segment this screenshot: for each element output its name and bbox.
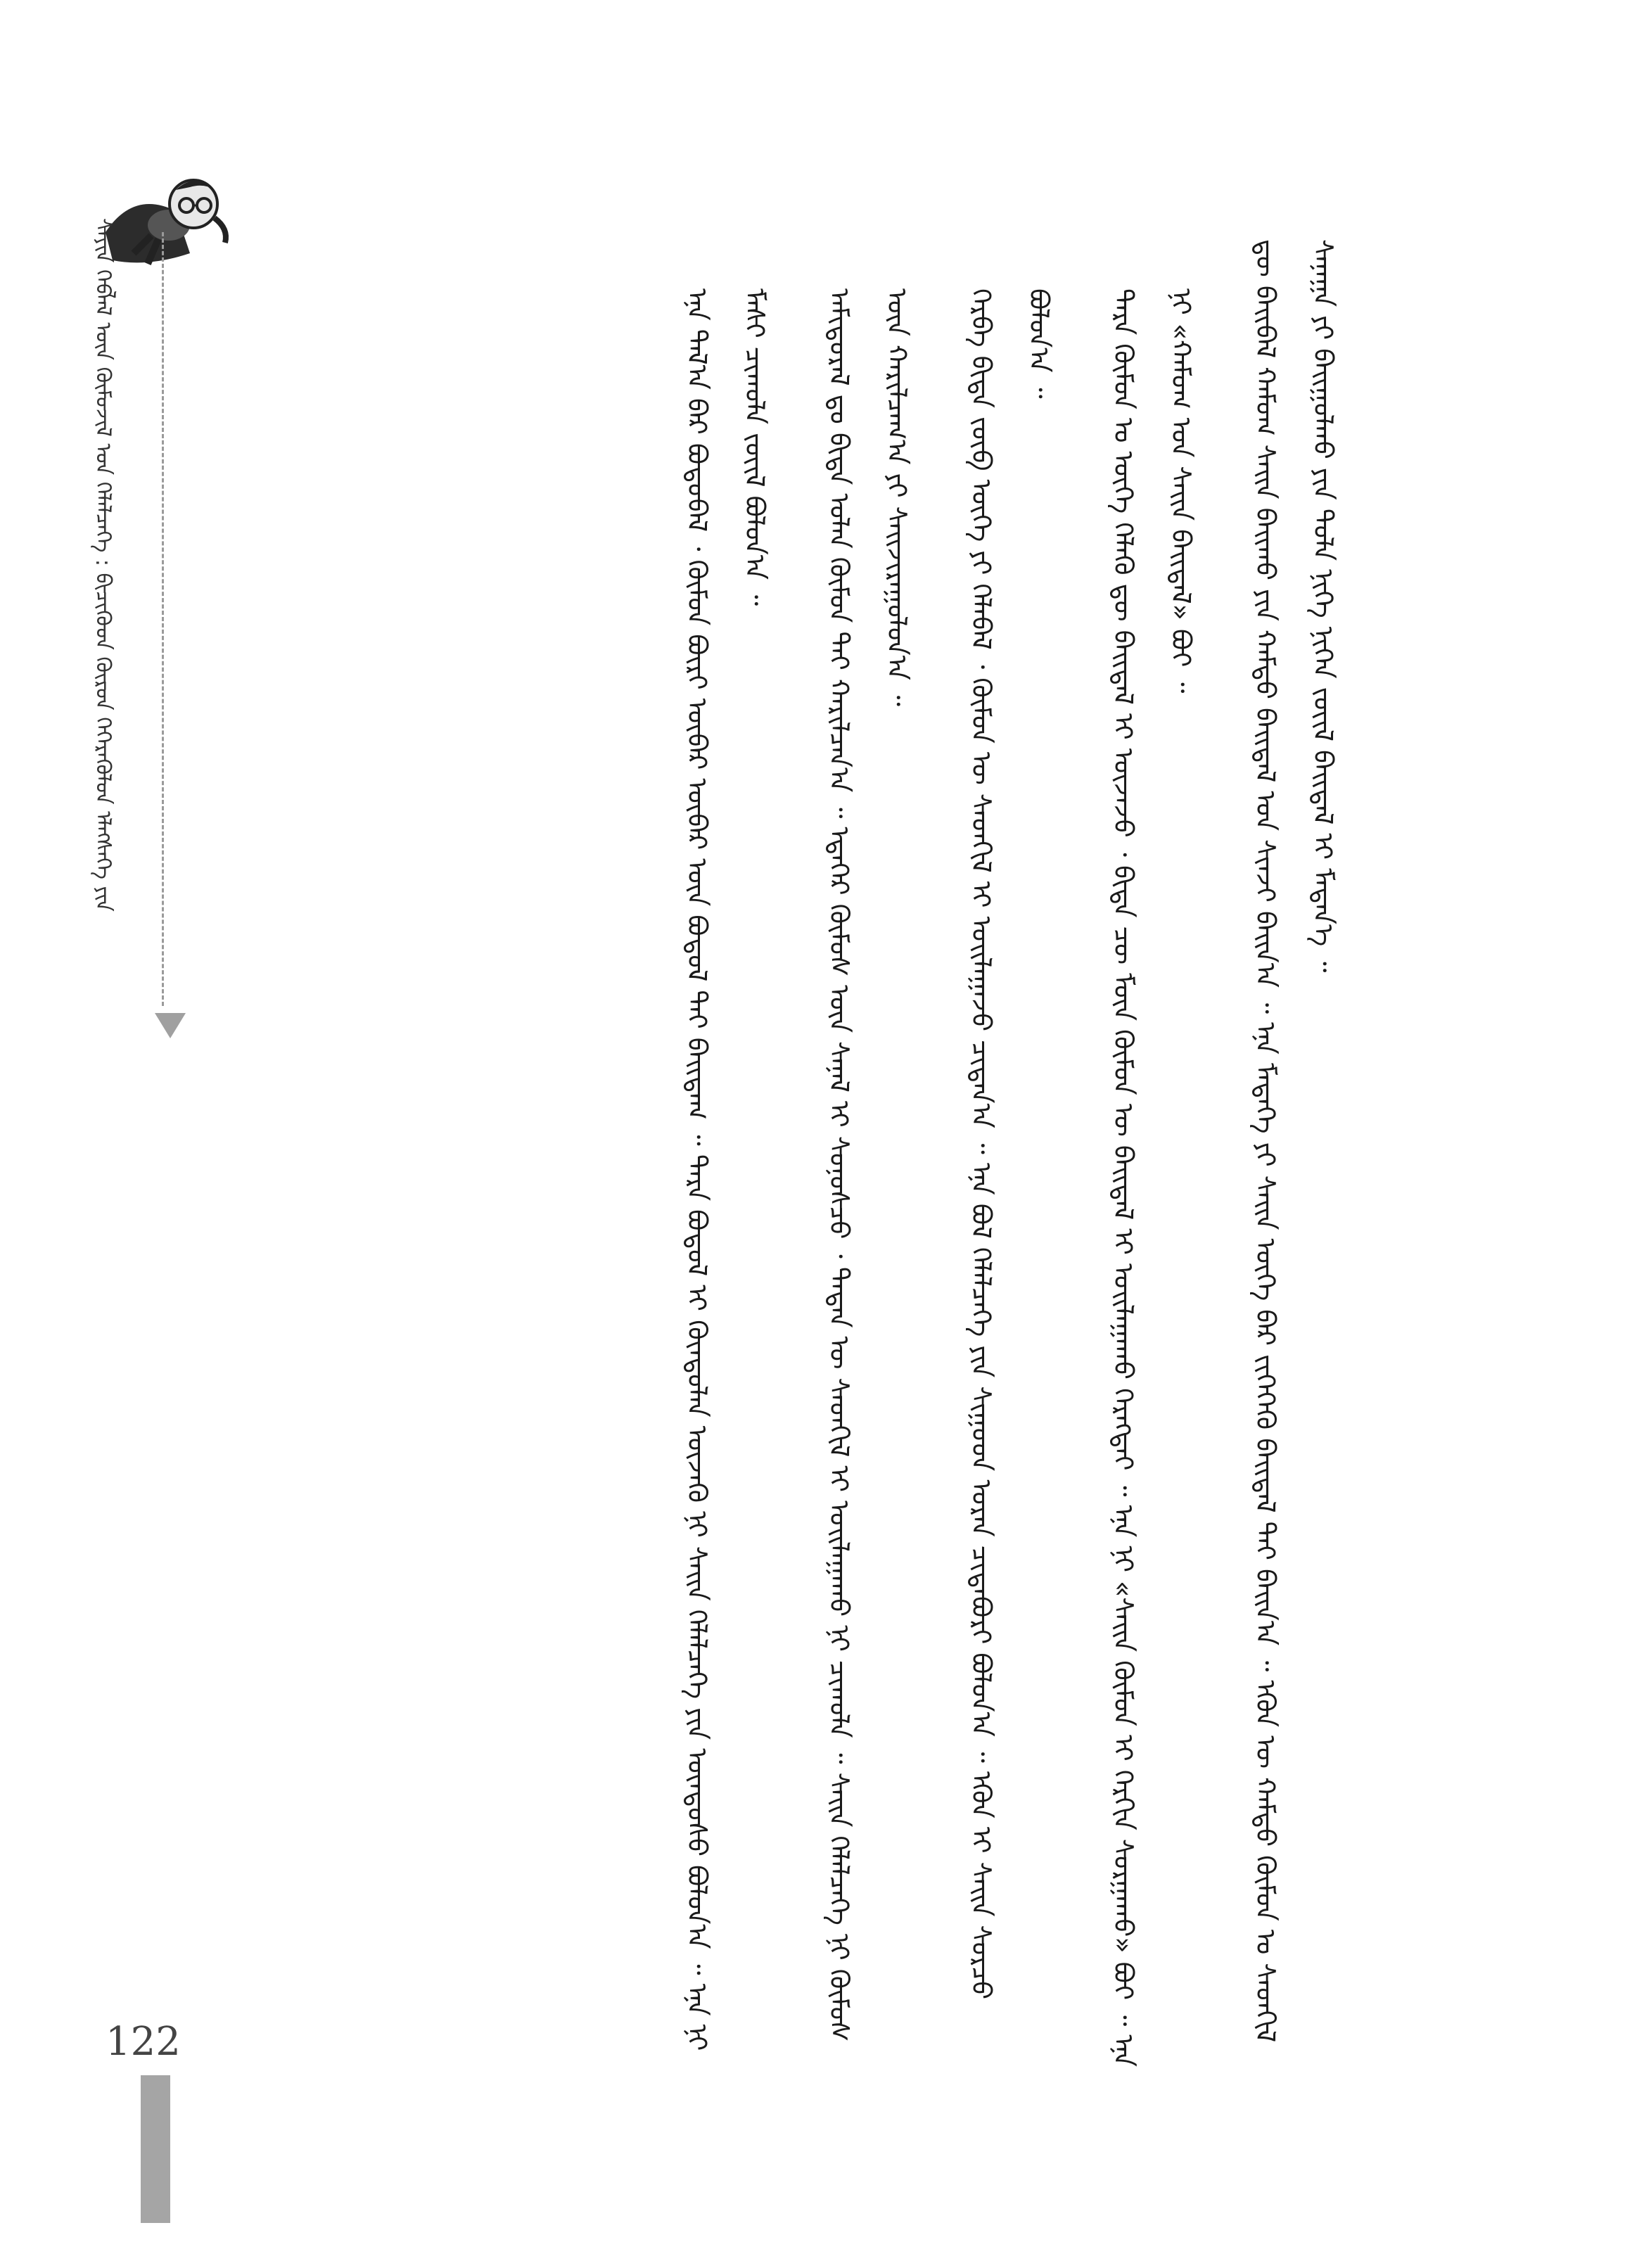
running-header: ᠰᠠᠶᠢᠨ ᠬᠡᠪᠯᠡᠯ ᠦᠨ ᠬᠦᠮᠦᠵᠢᠯ ᠤᠨ ᠬᠡᠯᠡᠯᠴᠡᠭᠡ : ᠪᠢᠴᠢᠭᠦᠳ ᠬᠦᠷᠦᠨ ᠭᠡᠭᠡᠷᠡᠭᠦᠯᠦᠨ ᠡᠯᠡᠭᠰᠡᠭᠡ ᠶᠢᠨ [91, 218, 115, 912]
paragraph: ᠳᠦ ᠪᠠᠢᠪᠠᠯ ᠬᠠᠮᠤᠭ ᠰᠠᠢᠨ ᠪᠠᠢᠬᠤ ᠶᠢᠨ ᠬᠠᠮᠲᠤ ᠪᠠᠢᠳᠠᠯ ᠤᠨ ᠰᠢᠨᠵᠢ ᠪᠠᠢᠨ᠎ᠠ ᠃ ᠡᠨᠡ ᠮᠡᠳᠡᠭᠡ ᠶᠢ ᠰᠠᠢᠨ ᠦᠭᠡ ᠪᠡᠷ ᠵᠢᠬᠡᠭᠡᠬᠦ ᠪᠠᠢᠳᠠᠯ ᠲᠠᠢ ᠪᠠᠢᠨ᠎ᠠ ᠃ ᠡᠭᠦᠨ ᠦ ᠬᠠᠮᠲᠤ ᠬᠦᠮᠦᠨ ᠤ ᠰᠡᠳᠬᠢᠯ ᠰᠠᠨᠠᠭᠠ ᠶᠢ ᠪᠠᠢᠭᠤᠯᠬᠤ ᠶᠢᠨ ᠲᠤᠯᠠ ᠨᠢᠭᠡ ᠨᠢᠭᠡᠨ ᠵᠦᠢᠯ ᠪᠠᠢᠳᠠᠯ ᠢ ᠮᠡᠳᠡᠨ᠎ᠡ ᠃ [1250, 239, 1339, 2043]
body-text [211, 239, 1379, 2082]
page-marker-bar [141, 2075, 170, 2223]
page-number: 122 [106, 2019, 181, 2065]
paragraph: ᠲᠡᠷᠡ ᠬᠦᠮᠦᠨ ᠤ ᠦᠭᠡ ᠬᠡᠯᠡᠬᠦ ᠳᠦ ᠪᠠᠢᠳᠠᠯ ᠢ ᠦᠵᠡᠵᠦ ᠂ ᠪᠢᠳᠡ ᠴᠦ ᠮᠦᠨ ᠬᠦᠮᠦᠨ ᠦ ᠪᠠᠢᠳᠠᠯ ᠢ ᠣᠢᠯᠠᠭᠠᠬᠤ ᠬᠡᠷᠡᠭᠲᠡᠢ ᠃ ᠡᠨᠡ ᠨᠢ «ᠰᠠᠢᠨ ᠬᠦᠮᠦᠨ ᠢ ᠬᠡᠷᠬᠢᠨ ᠰᠤᠷᠭᠠᠬᠤ» ᠪᠤᠢ ᠃ ᠡᠨᠡ ᠨᠢ «ᠬᠠᠮᠤᠭ ᠤᠨ ᠰᠠᠢᠨ ᠪᠠᠢᠳᠠᠯ» ᠪᠤᠢ ᠃ [1108, 288, 1197, 2067]
header-arrow-icon [155, 1013, 186, 1038]
header-divider [162, 232, 164, 1006]
paragraph: ᠬᠡᠷᠪᠡ ᠪᠢᠳᠡ ᠵᠦᠪ ᠦᠭᠡ ᠶᠢ ᠬᠡᠯᠡᠪᠡᠯ ᠂ ᠬᠦᠮᠦᠨ ᠦ ᠰᠡᠳᠬᠢᠯ ᠢ ᠣᠢᠯᠠᠭᠠᠵᠤ ᠴᠢᠳᠠᠨ᠎ᠠ ᠃ ᠡᠨᠡ ᠪᠣᠯ ᠬᠡᠯᠡᠯᠴᠡᠭᠡ ᠶᠢᠨ ᠰᠢᠭ᠋ᠤᠳ ᠤᠷᠠᠨ ᠴᠢᠳᠠᠪᠤᠷᠢ ᠪᠣᠯᠤᠨ᠎ᠠ ᠃ ᠡᠭᠦᠨ ᠢ ᠰᠠᠢᠨ ᠰᠤᠷᠴᠤ ᠪᠣᠯᠤᠨ᠎ᠠ ᠃ [966, 288, 1054, 2000]
paragraph: ᠠᠮᠢᠳᠤᠷᠠᠯ ᠳᠤ ᠪᠢᠳᠡ ᠣᠯᠠᠨ ᠬᠦᠮᠦᠨ ᠲᠡᠢ ᠬᠠᠷᠢᠯᠴᠠᠨ᠎ᠠ ᠃ ᠡᠳᠡᠭᠡᠷ ᠬᠦᠮᠦᠰ ᠦᠨ ᠰᠠᠨᠠᠯ ᠢ ᠰᠣᠨᠣᠰᠴᠤ ᠂ ᠲᠡᠳᠡᠨ ᠦ ᠰᠡᠳᠬᠢᠯ ᠢ ᠣᠢᠯᠠᠭᠠᠬᠤ ᠨᠢ ᠴᠢᠬᠤᠯᠠ ᠃ ᠰᠠᠢᠨ ᠬᠡᠯᠡᠯᠴᠡᠭᠡ ᠨᠢ ᠬᠦᠮᠦᠰ ᠦᠨ ᠬᠠᠷᠢᠯᠴᠠᠭ᠎ᠠ ᠶᠢ ᠰᠠᠢᠵᠢᠷᠠᠭᠤᠯᠤᠨ᠎ᠠ ᠃ [824, 288, 912, 2042]
paragraph: ᠡᠨᠡ ᠲᠠᠯ᠎ᠠ ᠪᠠᠷ ᠪᠣᠳᠤᠪᠠᠯ ᠂ ᠬᠦᠮᠦᠨ ᠪᠦᠷᠢ ᠥᠪᠡᠷ ᠥᠪᠡᠷ ᠦᠨ ᠪᠣᠳᠤᠯ ᠲᠠᠢ ᠪᠠᠢᠳᠠᠭ ᠃ ᠲᠡᠷᠡ ᠪᠣᠳᠤᠯ ᠢ ᠬᠦᠨᠳᠦᠯᠡᠨ ᠦᠵᠡᠬᠦ ᠨᠢ ᠰᠠᠢᠨ ᠬᠡᠯᠡᠯᠴᠡᠭᠡ ᠶᠢᠨ ᠦᠨᠳᠦᠰᠦ ᠪᠣᠯᠤᠨ᠎ᠠ ᠃ ᠡᠨᠡ ᠨᠢ ᠮᠠᠰᠢ ᠴᠢᠬᠤᠯᠠ ᠵᠦᠢᠯ ᠪᠣᠯᠤᠨ᠎ᠠ ᠃ [682, 288, 770, 2051]
